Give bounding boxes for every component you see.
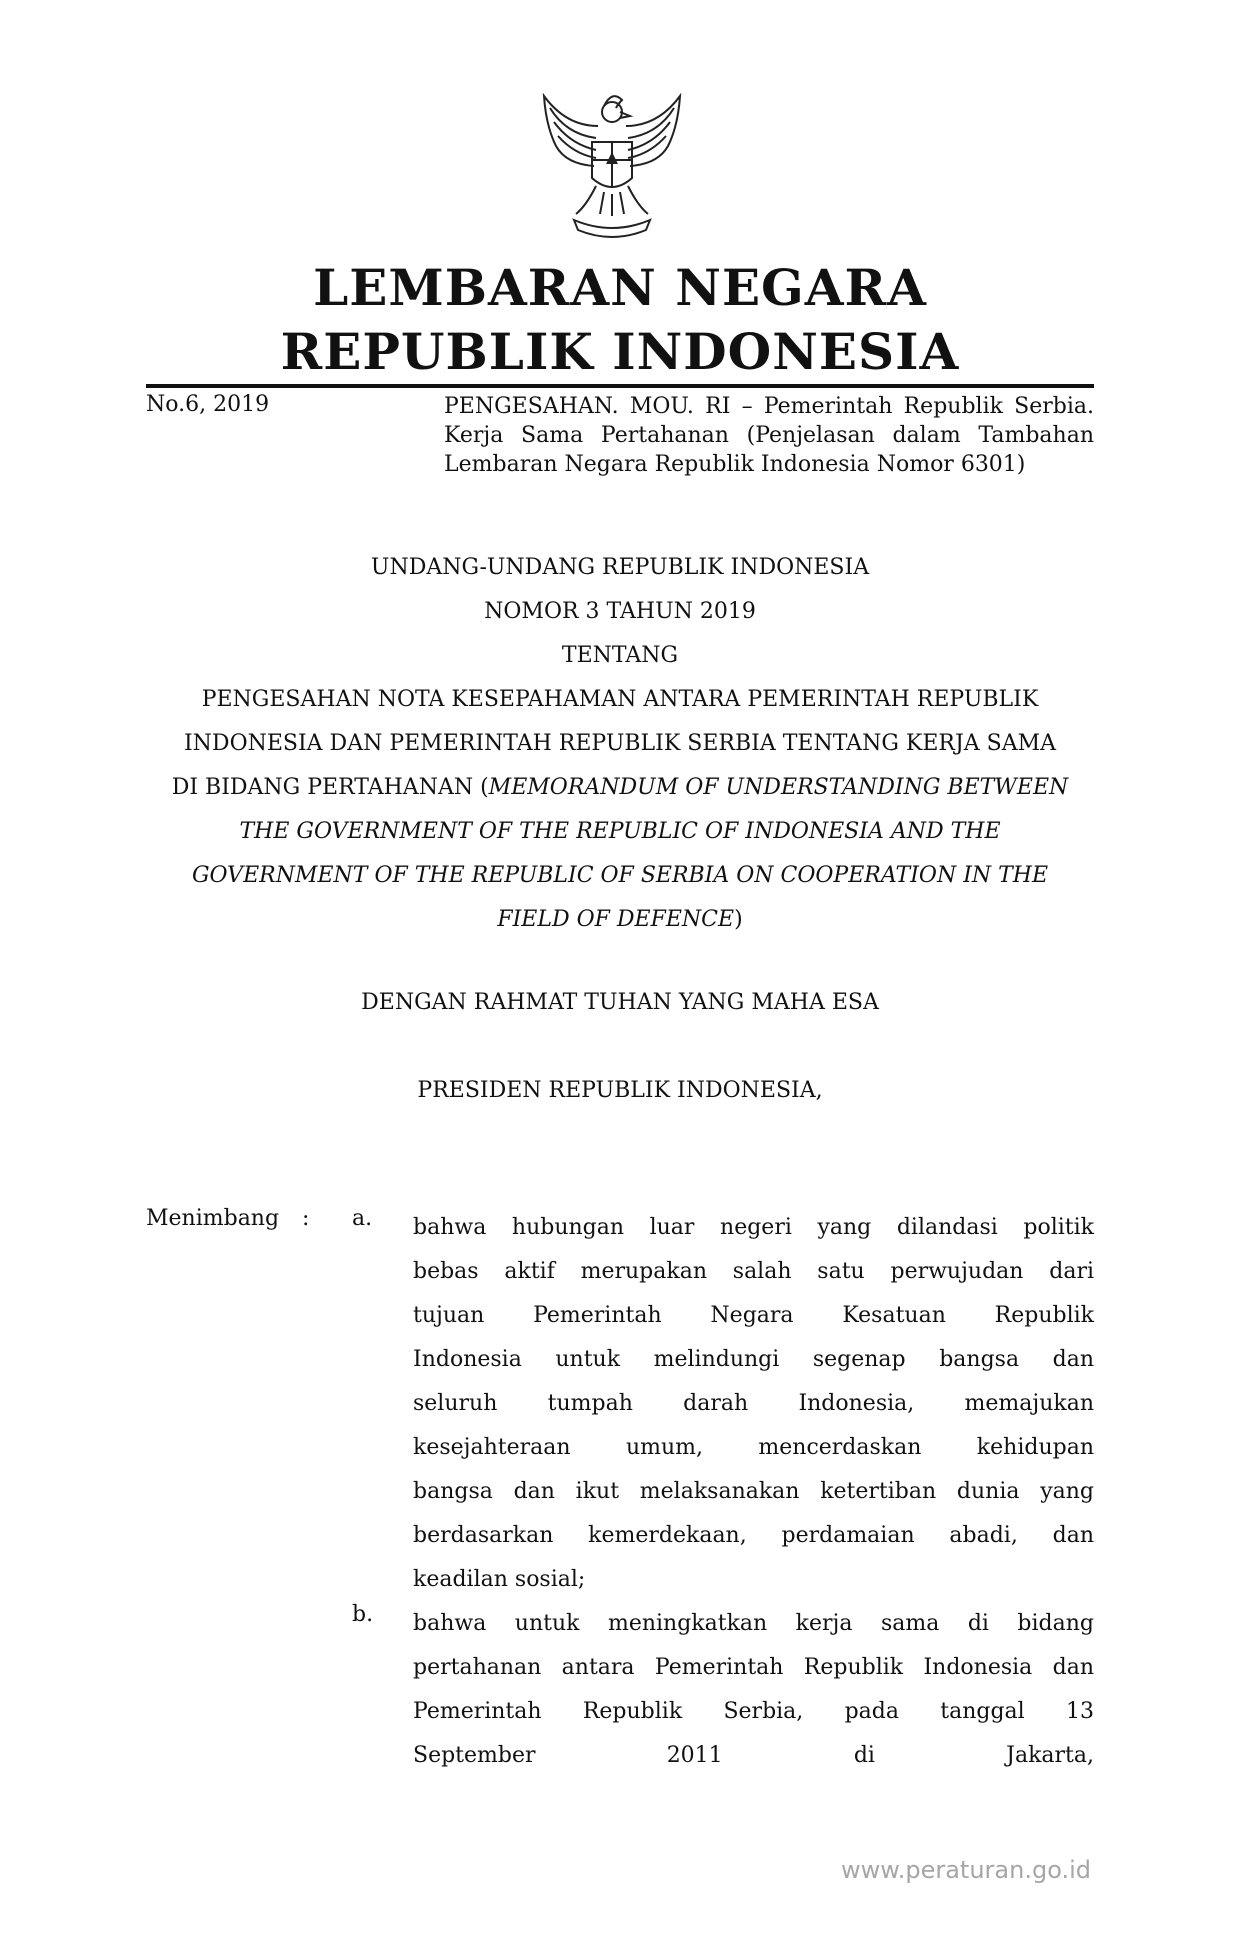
gazette-number: No.6, 2019 <box>146 392 270 417</box>
law-title-line: GOVERNMENT OF THE REPUBLIC OF SERBIA ON COOPERATION IN THE <box>191 863 1049 888</box>
text-line: bangsa dan ikut melaksanakan ketertiban dunia yang <box>413 1479 1094 1504</box>
footer-url: www.peraturan.go.id <box>841 1856 1091 1884</box>
text-line: kesejahteraan umum, mencerdaskan kehidupan <box>413 1435 1094 1460</box>
text-line: bahwa untuk meningkatkan kerja sama di bidang <box>413 1611 1094 1636</box>
gazette-description: PENGESAHAN. MOU. RI – Pemerintah Republik Serbia. Kerja Sama Pertahanan (Penjelasan dalam Tambahan Lembaran Negara Republik Indonesia Nomor 6301) <box>444 394 1094 477</box>
law-title-plain: DI BIDANG PERTAHANAN ( <box>171 775 489 800</box>
law-heading: UNDANG-UNDANG REPUBLIK INDONESIA <box>370 555 870 580</box>
law-title-close: ) <box>734 907 743 932</box>
text-line: bahwa hubungan luar negeri yang dilandasi politik <box>413 1215 1094 1240</box>
considering-item-b <box>413 1602 1094 1778</box>
text-line: seluruh tumpah darah Indonesia, memajukan <box>413 1391 1094 1416</box>
law-title-line: INDONESIA DAN PEMERINTAH REPUBLIK SERBIA TENTANG KERJA SAMA <box>183 731 1057 756</box>
law-title-line <box>140 898 1100 942</box>
law-title-block <box>140 546 1100 942</box>
considering-item-a <box>413 1206 1094 1602</box>
gazette-title-line1: LEMBARAN NEGARA <box>313 258 927 317</box>
law-about: TENTANG <box>561 643 679 668</box>
text-line: Pemerintah Republik Serbia, pada tanggal 13 <box>413 1699 1094 1724</box>
law-title-line: THE GOVERNMENT OF THE REPUBLIC OF INDONESIA AND THE <box>239 819 1001 844</box>
garuda-emblem-icon <box>536 86 688 244</box>
law-number: NOMOR 3 TAHUN 2019 <box>484 599 756 624</box>
law-title-italic: FIELD OF DEFENCE <box>497 907 735 932</box>
gazette-title-line2: REPUBLIK INDONESIA <box>280 322 960 381</box>
text-line: tujuan Pemerintah Negara Kesatuan Republik <box>413 1303 1094 1328</box>
item-letter: a. <box>352 1206 373 1231</box>
law-title-italic: MEMORANDUM OF UNDERSTANDING BETWEEN <box>488 775 1069 800</box>
considering-label: Menimbang <box>146 1206 280 1231</box>
text-line: keadilan sosial; <box>413 1567 586 1592</box>
considering-colon: : <box>302 1206 310 1231</box>
text-line: berdasarkan kemerdekaan, perdamaian abadi, dan <box>413 1523 1094 1548</box>
law-title-line: PENGESAHAN NOTA KESEPAHAMAN ANTARA PEMERINTAH REPUBLIK <box>201 687 1039 712</box>
text-line: pertahanan antara Pemerintah Republik Indonesia dan <box>413 1655 1094 1680</box>
item-letter: b. <box>352 1602 374 1627</box>
text-line: Indonesia untuk melindungi segenap bangsa dan <box>413 1347 1094 1372</box>
preamble: DENGAN RAHMAT TUHAN YANG MAHA ESA <box>361 990 879 1015</box>
president-heading: PRESIDEN REPUBLIK INDONESIA, <box>417 1078 823 1103</box>
text-line: September 2011 di Jakarta, <box>413 1743 1094 1768</box>
text-line: bebas aktif merupakan salah satu perwujudan dari <box>413 1259 1094 1284</box>
header-divider <box>146 384 1094 388</box>
law-title-line <box>140 766 1100 810</box>
